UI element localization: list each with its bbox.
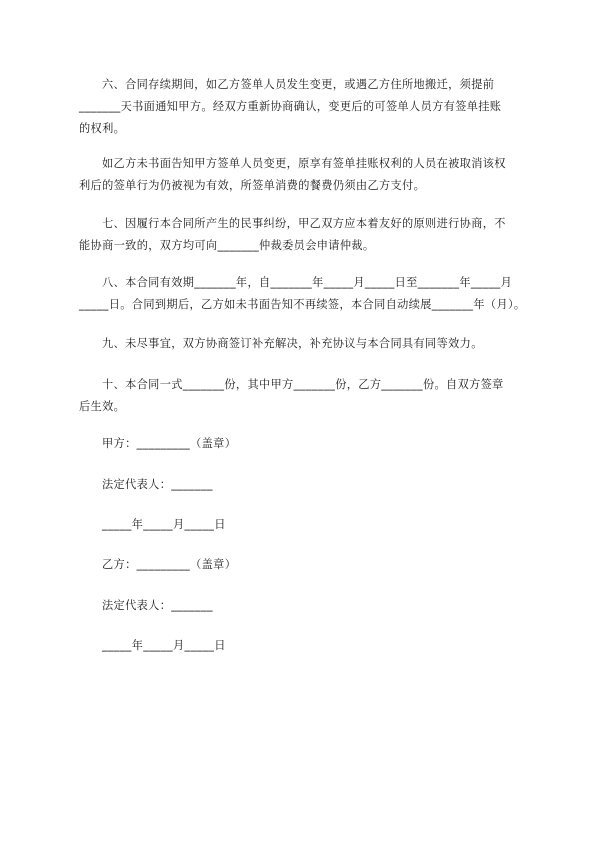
clause-ten-line-1: 十、本合同一式_______份，其中甲方_______份，乙方_______份。自双方签章	[102, 378, 504, 391]
clause-seven	[79, 213, 529, 257]
clause-eight-line-1: 八、本合同有效期_______年，自_______年_____月_____日至_______年_____月	[102, 276, 513, 289]
clause-nine	[79, 333, 529, 355]
party-a-signature: 甲方：_________（盖章）	[102, 437, 237, 450]
clause-seven-line-1: 七、因履行本合同所产生的民事纠纷，甲乙双方应本着友好的原则进行协商，不	[102, 217, 506, 230]
clause-ten	[79, 374, 529, 418]
clause-seven-line-2: 能协商一致的，双方均可向_______仲裁委员会申请仲裁。	[79, 239, 375, 252]
clause-nine-line-1: 九、未尽事宜，双方协商签订补充解决，补充协议与本合同具有同等效力。	[102, 337, 483, 350]
clause-six-line-2: _______天书面通知甲方。经双方重新协商确认，变更后的可签单人员方有签单挂账	[79, 100, 502, 113]
clause-eight	[79, 272, 529, 316]
clause-six-line-3: 的权利。	[79, 122, 126, 135]
clause-eight-line-2: _____日。合同到期后，乙方如未书面告知不再续签，本合同自动续展_______年（月）。	[79, 298, 526, 311]
clause-six-supplement-line-2: 利后的签单行为仍被视为有效，所签单消费的餐费仍须由乙方支付。	[79, 179, 426, 192]
party-b-signature: 乙方：_________（盖章）	[102, 558, 237, 571]
clause-six	[79, 74, 529, 140]
party-a-representative: 法定代表人：_______	[102, 478, 213, 491]
party-b-date: _____年_____月_____日	[102, 639, 226, 652]
party-b-representative: 法定代表人：_______	[102, 599, 213, 612]
clause-six-supplement-line-1: 如乙方未书面告知甲方签单人员变更，原享有签单挂账权利的人员在被取消该权	[102, 157, 506, 170]
clause-six-line-1: 六、合同存续期间，如乙方签单人员发生变更，或遇乙方住所地搬迁，须提前	[102, 78, 495, 91]
clause-six-supplement	[79, 153, 529, 197]
clause-ten-line-2: 后生效。	[79, 400, 126, 413]
party-a-date: _____年_____月_____日	[102, 518, 226, 531]
